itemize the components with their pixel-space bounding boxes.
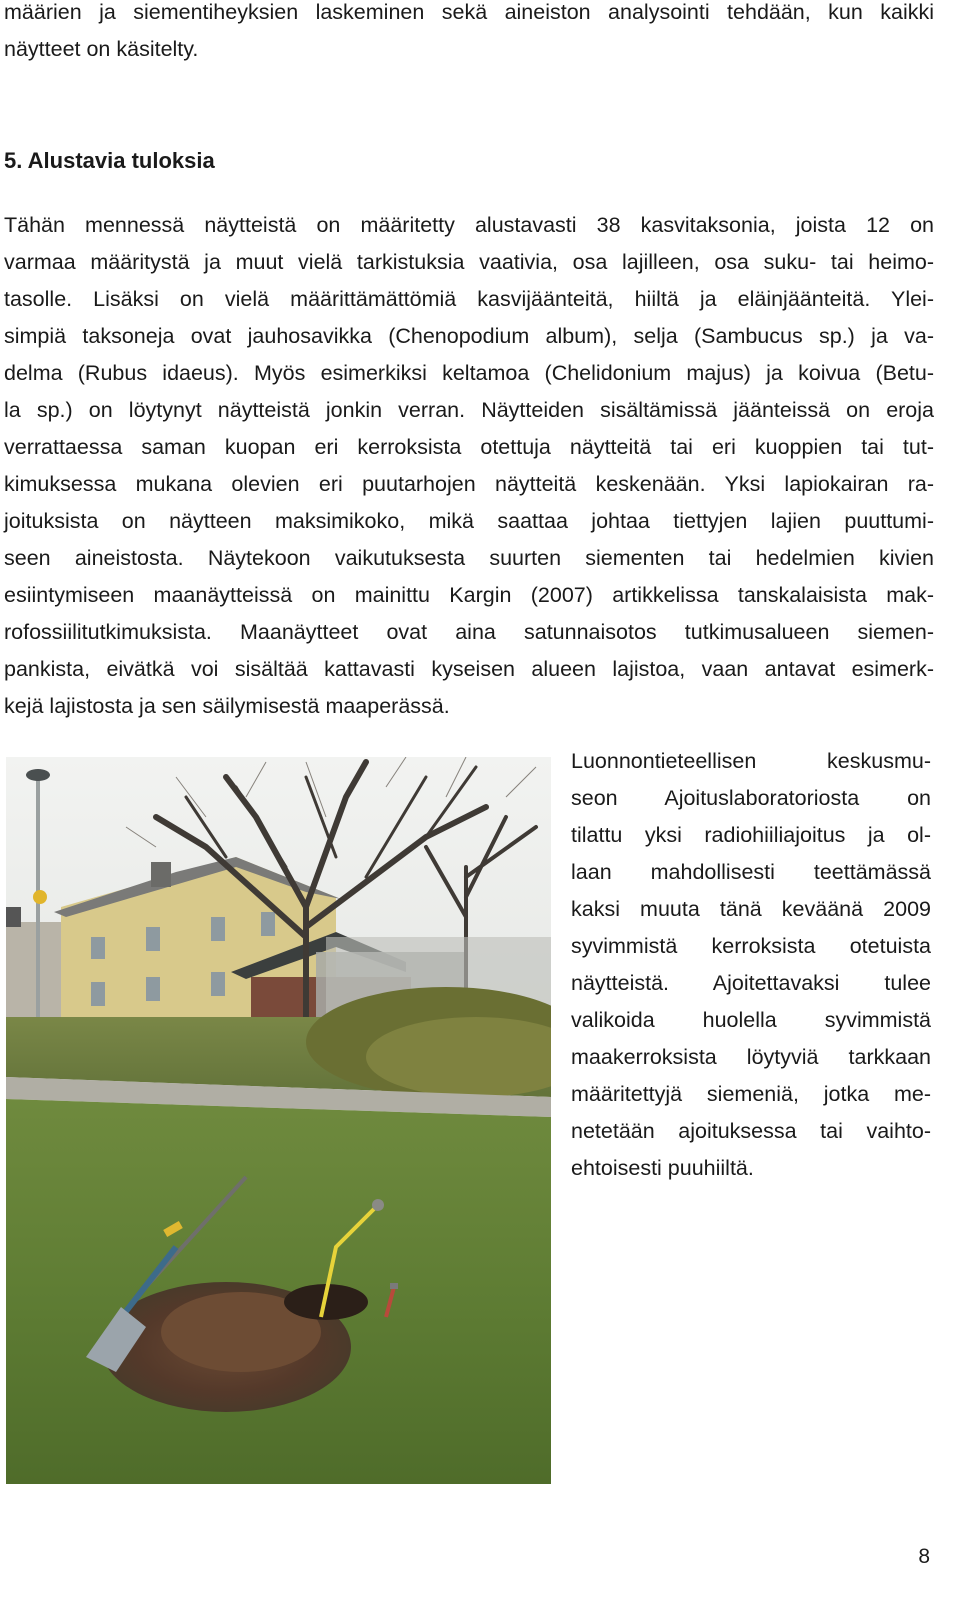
- text-line: tilattu yksi radiohiiliajoitus ja ol-: [571, 823, 931, 847]
- text-line: varmaa määritystä ja muut vielä tarkistuksia vaativia, osa lajilleen, osa suku- tai heimo-: [4, 250, 934, 274]
- text-line: näytteet on käsitelty.: [4, 37, 199, 61]
- garden-sampling-photo: [6, 757, 551, 1484]
- text-line: kejä lajistosta ja sen säilymisestä maaperässä.: [4, 694, 450, 718]
- text-line: määrien ja siementiheyksien laskeminen sekä aineiston analysointi tehdään, kun kaikki: [4, 0, 934, 24]
- text-line: ehtoisesti puuhiiltä.: [571, 1156, 754, 1180]
- text-line: seen aineistosta. Näytekoon vaikutuksesta suurten siementen tai hedelmien kivien: [4, 546, 934, 570]
- text-line: la sp.) on löytynyt näytteistä jonkin verran. Näytteiden sisältämissä jäänteissä on eroja: [4, 398, 934, 422]
- text-line: tasolle. Lisäksi on vielä määrittämättömiä kasvijäänteitä, hiiltä ja eläinjäänteitä. Ylei-: [4, 287, 934, 311]
- text-line: rofossiilitutkimuksista. Maanäytteet ovat aina satunnaisotos tutkimusalueen siemen-: [4, 620, 934, 644]
- text-line: maakerroksista löytyviä tarkkaan: [571, 1045, 931, 1069]
- section-heading: 5. Alustavia tuloksia: [4, 148, 215, 173]
- text-line: pankista, eivätkä voi sisältää kattavasti kyseisen alueen lajistoa, vaan antavat esimerk-: [4, 657, 934, 681]
- text-line: simpiä taksoneja ovat jauhosavikka (Chenopodium album), selja (Sambucus sp.) ja va-: [4, 324, 934, 348]
- text-line: kaksi muuta tänä keväänä 2009: [571, 897, 931, 921]
- text-line: delma (Rubus idaeus). Myös esimerkiksi keltamoa (Chelidonium majus) ja koivua (Betu-: [4, 361, 934, 385]
- text-line: valikoida huolella syvimmistä: [571, 1008, 931, 1032]
- text-line: netetään ajoituksessa tai vaihto-: [571, 1119, 931, 1143]
- text-line: laan mahdollisesti teettämässä: [571, 860, 931, 884]
- text-line: syvimmistä kerroksista otetuista: [571, 934, 931, 958]
- text-line: joituksista on näytteen maksimikoko, mikä saattaa johtaa tiettyjen lajien puuttumi-: [4, 509, 934, 533]
- text-line: määritettyjä siemeniä, jotka me-: [571, 1082, 931, 1106]
- text-line: näytteistä. Ajoitettavaksi tulee: [571, 971, 931, 995]
- text-line: seon Ajoituslaboratoriosta on: [571, 786, 931, 810]
- text-line: kimuksessa mukana olevien eri puutarhojen näytteitä keskenään. Yksi lapiokairan ra-: [4, 472, 934, 496]
- text-line: Tähän mennessä näytteistä on määritetty alustavasti 38 kasvitaksonia, joista 12 on: [4, 213, 934, 237]
- text-line: Luonnontieteellisen keskusmu-: [571, 749, 931, 773]
- page-number: 8: [918, 1545, 930, 1568]
- intro-paragraph: [4, 0, 934, 68]
- results-paragraph: [4, 207, 934, 725]
- text-line: esiintymiseen maanäytteissä on mainittu Kargin (2007) artikkelissa tanskalaisista mak-: [4, 583, 934, 607]
- text-line: verrattaessa saman kuopan eri kerroksista otettuja näytteitä tai eri kuoppien tai tut-: [4, 435, 934, 459]
- dating-paragraph: [571, 743, 931, 1187]
